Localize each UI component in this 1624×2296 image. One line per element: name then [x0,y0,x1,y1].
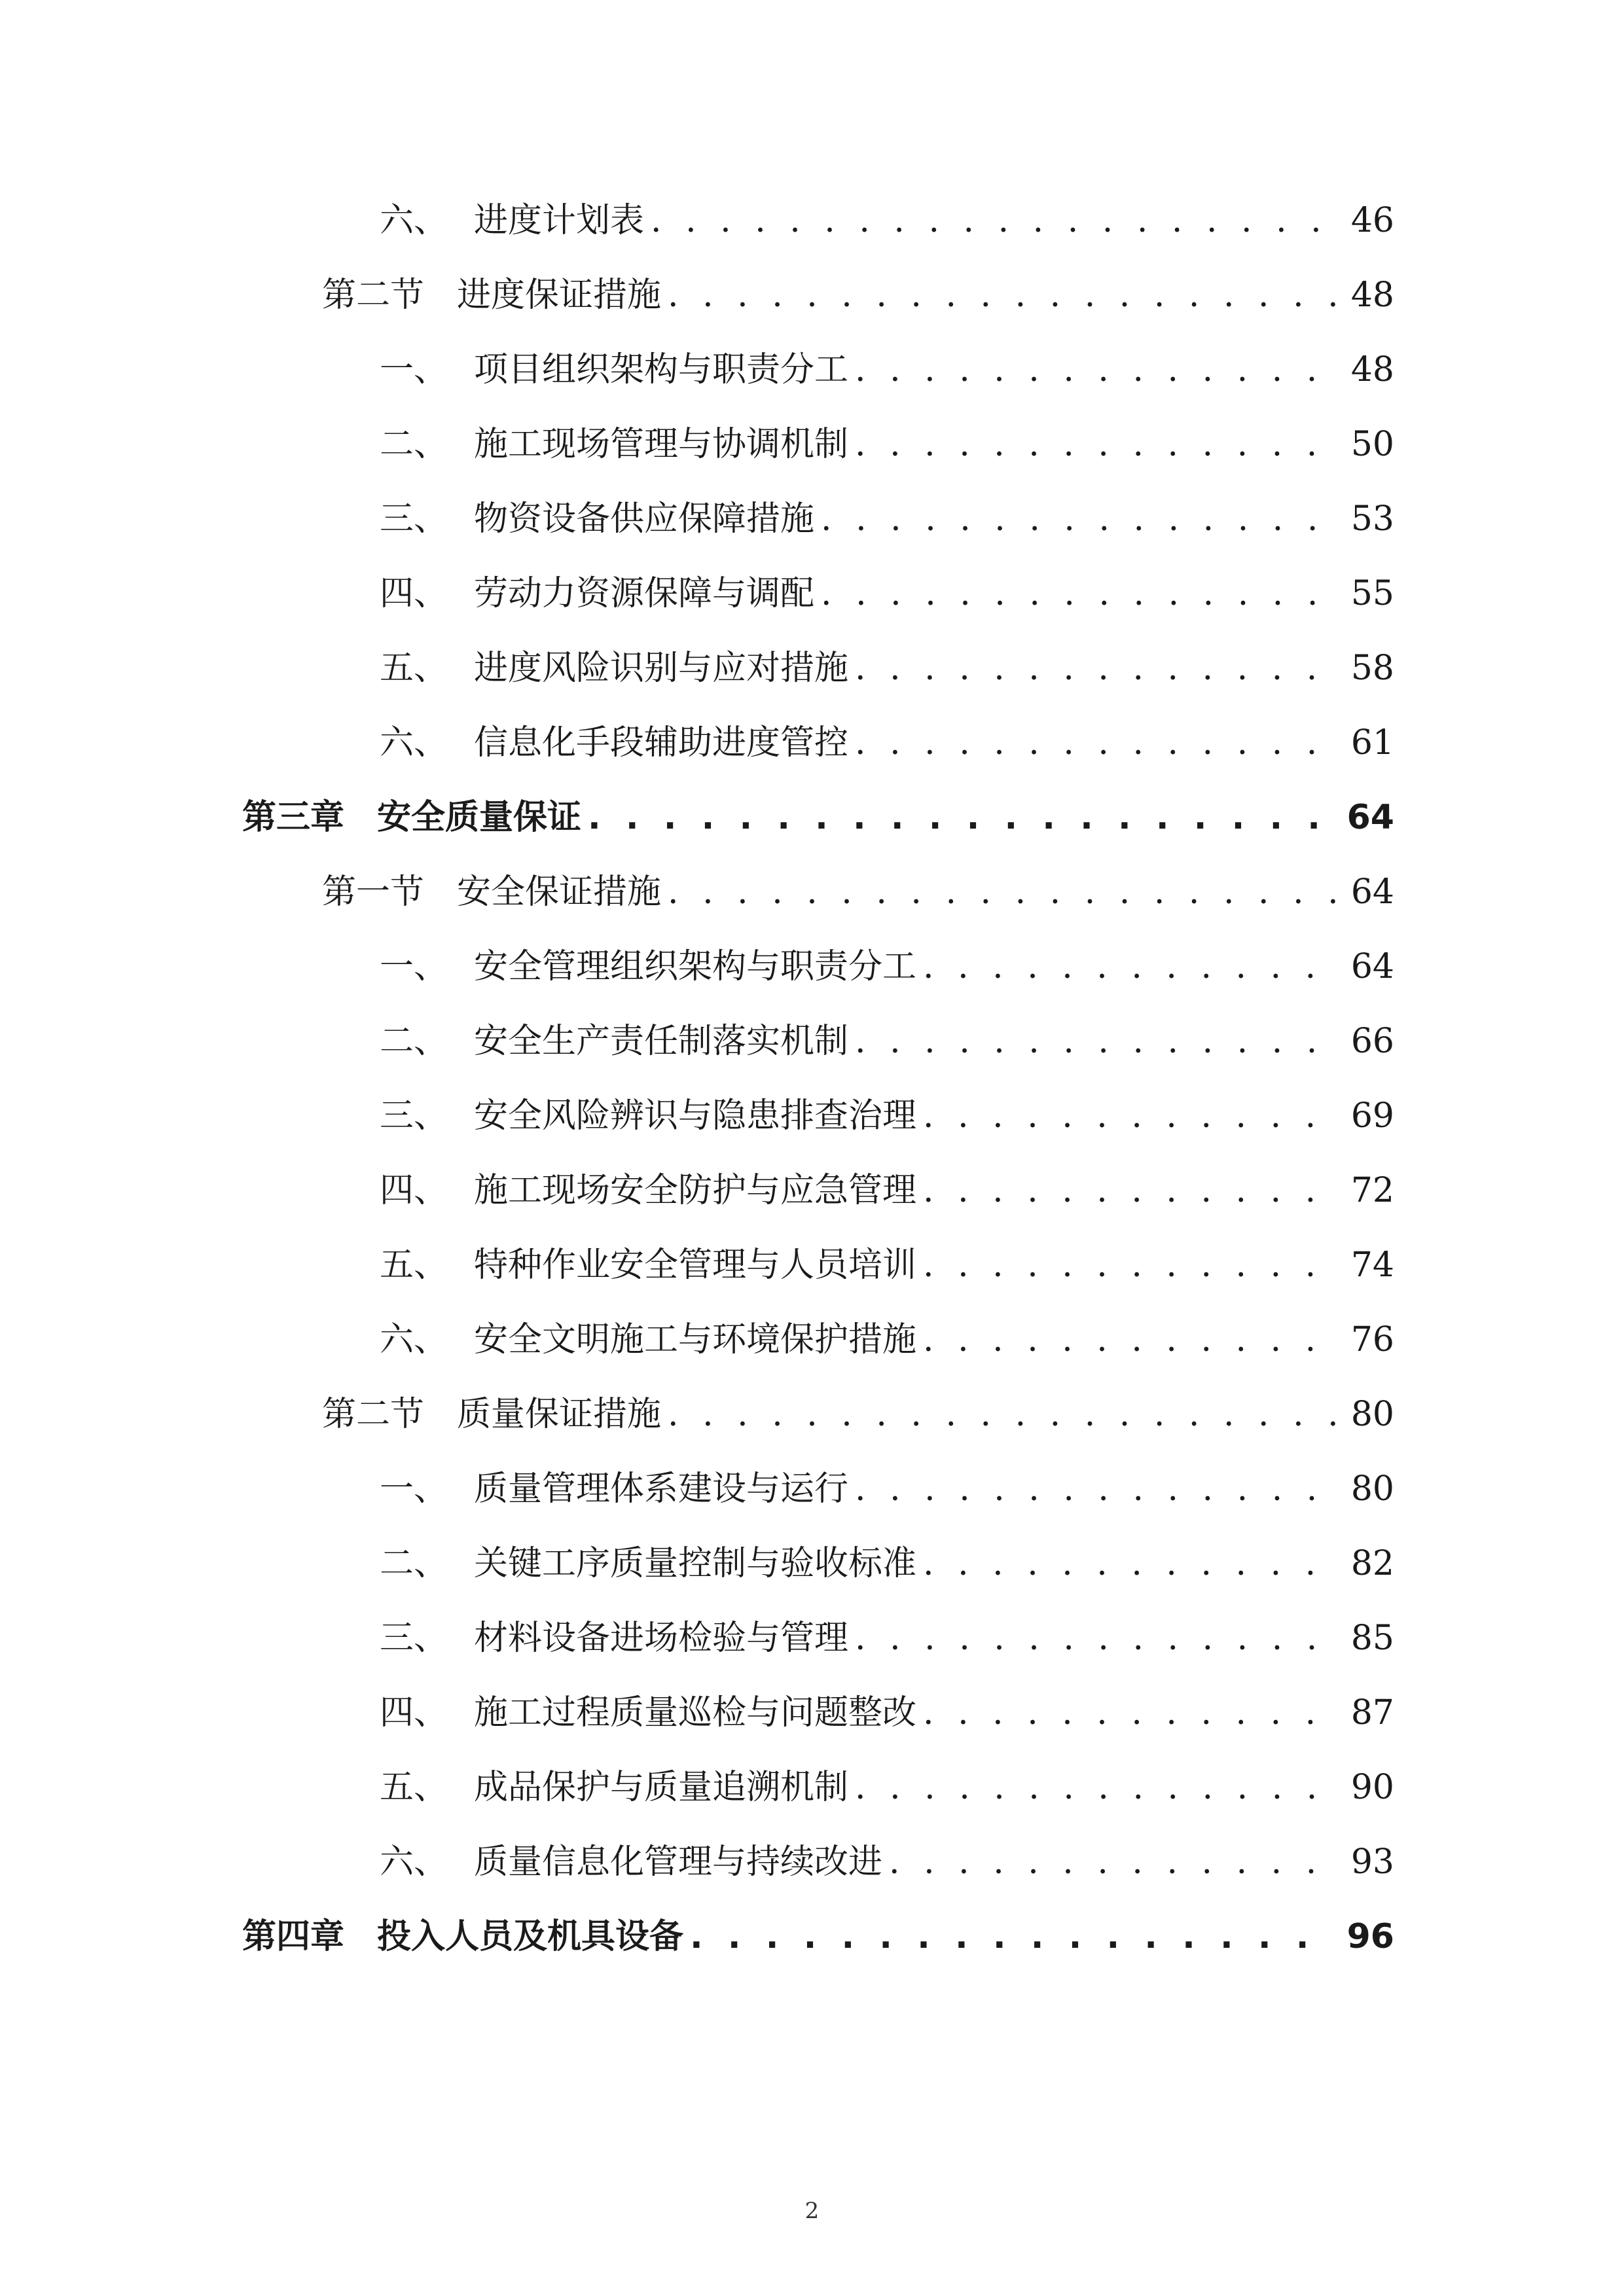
toc-entry-number: 第一节 [322,872,425,912]
toc-entry-title: 施工现场安全防护与应急管理 [474,1171,917,1210]
toc-subsection-entry[interactable] [242,1452,1394,1526]
toc-entry-label [380,1676,916,1750]
toc-entry-number: 第二节 [322,1395,425,1434]
toc-entry-page: 55 [1350,574,1394,613]
toc-dot-leader [821,556,1339,631]
toc-subsection-entry[interactable] [242,407,1394,482]
toc-dot-leader [855,1601,1339,1676]
toc-dot-leader [923,1153,1339,1228]
toc-entry-page: 87 [1350,1693,1394,1732]
toc-dot-leader [889,1825,1339,1899]
toc-entry-number: 六、 [380,201,448,240]
toc-dot-leader [821,482,1339,556]
toc-entry-label [380,631,848,706]
toc-entry-page: 76 [1350,1320,1394,1359]
toc-entry-page: 64 [1346,798,1394,837]
toc-entry-label [380,1004,848,1079]
toc-entry-title: 物资设备供应保障措施 [474,499,815,539]
toc-entry-label [322,258,661,332]
toc-entry-title: 安全生产责任制落实机制 [474,1022,849,1061]
toc-subsection-entry[interactable] [242,929,1394,1004]
toc-entry-title: 信息化手段辅助进度管控 [474,723,849,762]
toc-subsection-entry[interactable] [242,1153,1394,1228]
toc-entry-page: 48 [1350,350,1394,389]
toc-entry-number: 五、 [380,1246,448,1285]
toc-entry-label [380,1452,848,1526]
toc-dot-leader [923,1079,1339,1153]
toc-entry-number: 一、 [380,1469,448,1509]
toc-dot-leader [855,631,1339,706]
toc-dot-leader [668,258,1339,332]
toc-entry-label [242,780,581,855]
toc-entry-page: 82 [1350,1544,1394,1583]
toc-entry-title: 施工现场管理与协调机制 [474,425,849,464]
toc-entry-page: 80 [1350,1395,1394,1434]
toc-subsection-entry[interactable] [242,1004,1394,1079]
toc-entry-label [380,332,848,407]
toc-dot-leader [588,780,1335,855]
toc-entry-number: 二、 [380,425,448,464]
toc-entry-label [380,1825,882,1899]
toc-entry-title: 投入人员及机具设备 [377,1917,684,1956]
toc-subsection-entry[interactable] [242,1526,1394,1601]
toc-dot-leader [923,929,1339,1004]
toc-entry-label [380,1302,916,1377]
toc-entry-title: 质量管理体系建设与运行 [474,1469,849,1509]
toc-entry-page: 90 [1350,1768,1394,1807]
page-number: 2 [804,2198,820,2224]
toc-dot-leader [855,1004,1339,1079]
toc-entry-title: 关键工序质量控制与验收标准 [474,1544,917,1583]
toc-entry-number: 六、 [380,1320,448,1359]
toc-entry-page: 69 [1350,1096,1394,1136]
toc-entry-page: 74 [1350,1246,1394,1285]
toc-subsection-entry[interactable] [242,1825,1394,1899]
toc-entry-page: 61 [1350,723,1394,762]
toc-entry-title: 安全质量保证 [377,798,582,837]
toc-entry-title: 质量信息化管理与持续改进 [474,1842,883,1882]
toc-entry-title: 安全管理组织架构与职责分工 [474,947,917,986]
toc-entry-label [380,1079,916,1153]
toc-entry-label [380,1228,916,1302]
toc-subsection-entry[interactable] [242,706,1394,780]
toc-entry-title: 安全文明施工与环境保护措施 [474,1320,917,1359]
toc-dot-leader [668,1377,1339,1452]
toc-subsection-entry[interactable] [242,482,1394,556]
toc-dot-leader [923,1302,1339,1377]
toc-entry-title: 材料设备进场检验与管理 [474,1619,849,1658]
toc-dot-leader [855,1750,1339,1825]
toc-entry-title: 进度保证措施 [457,276,662,315]
toc-subsection-entry[interactable] [242,1302,1394,1377]
toc-entry-title: 进度计划表 [474,201,645,240]
toc-entry-label [380,407,848,482]
toc-entry-page: 66 [1350,1022,1394,1061]
toc-entry-number: 五、 [380,1768,448,1807]
toc-entry-page: 48 [1350,276,1394,315]
toc-entry-number: 一、 [380,947,448,986]
toc-subsection-entry[interactable] [242,1079,1394,1153]
toc-entry-label [380,706,848,780]
toc-entry-label [380,183,644,258]
toc-entry-label [380,556,814,631]
toc-entry-page: 93 [1350,1842,1394,1882]
toc-entry-page: 96 [1346,1917,1394,1956]
toc-entry-number: 四、 [380,1171,448,1210]
toc-entry-title: 成品保护与质量追溯机制 [474,1768,849,1807]
toc-entry-page: 53 [1350,499,1394,539]
toc-subsection-entry[interactable] [242,631,1394,706]
toc-chapter-entry[interactable] [242,780,1394,855]
toc-subsection-entry[interactable] [242,1601,1394,1676]
toc-subsection-entry[interactable] [242,332,1394,407]
toc-entry-title: 进度风险识别与应对措施 [474,649,849,688]
toc-dot-leader [690,1899,1335,1974]
toc-subsection-entry[interactable] [242,1228,1394,1302]
toc-entry-title: 项目组织架构与职责分工 [474,350,849,389]
toc-entry-number: 第四章 [242,1917,345,1956]
toc-entry-label [380,1601,848,1676]
toc-dot-leader [855,407,1339,482]
toc-dot-leader [923,1228,1339,1302]
toc-entry-label [380,1526,916,1601]
toc-entry-title: 安全风险辨识与隐患排查治理 [474,1096,917,1136]
toc-dot-leader [923,1526,1339,1601]
toc-entry-number: 五、 [380,649,448,688]
toc-dot-leader [923,1676,1339,1750]
toc-entry-number: 三、 [380,1619,448,1658]
toc-entry-title: 劳动力资源保障与调配 [474,574,815,613]
toc-entry-page: 72 [1350,1171,1394,1210]
toc-entry-number: 二、 [380,1022,448,1061]
toc-entry-title: 施工过程质量巡检与问题整改 [474,1693,917,1732]
toc-entry-number: 一、 [380,350,448,389]
toc-entry-label [242,1899,683,1974]
toc-entry-number: 四、 [380,574,448,613]
toc-entry-label [380,1750,848,1825]
table-of-contents [242,183,1394,1974]
toc-entry-label [380,929,916,1004]
toc-entry-page: 64 [1350,872,1394,912]
toc-entry-title: 安全保证措施 [457,872,662,912]
toc-dot-leader [651,183,1339,258]
toc-section-entry[interactable] [242,1377,1394,1452]
toc-dot-leader [855,1452,1339,1526]
toc-subsection-entry[interactable] [242,183,1394,258]
toc-section-entry[interactable] [242,855,1394,929]
toc-entry-title: 质量保证措施 [457,1395,662,1434]
toc-entry-label [322,1377,661,1452]
toc-entry-number: 六、 [380,1842,448,1882]
toc-entry-page: 50 [1350,425,1394,464]
toc-chapter-entry[interactable] [242,1899,1394,1974]
toc-entry-page: 58 [1350,649,1394,688]
toc-dot-leader [855,706,1339,780]
toc-entry-number: 第三章 [242,798,345,837]
toc-section-entry[interactable] [242,258,1394,332]
toc-entry-page: 46 [1350,201,1394,240]
toc-entry-label [322,855,661,929]
toc-subsection-entry[interactable] [242,1750,1394,1825]
toc-entry-number: 第二节 [322,276,425,315]
toc-entry-page: 64 [1350,947,1394,986]
toc-entry-number: 二、 [380,1544,448,1583]
toc-entry-number: 六、 [380,723,448,762]
toc-entry-number: 四、 [380,1693,448,1732]
toc-entry-page: 85 [1350,1619,1394,1658]
toc-subsection-entry[interactable] [242,1676,1394,1750]
toc-entry-label [380,1153,916,1228]
toc-entry-number: 三、 [380,499,448,539]
toc-dot-leader [668,855,1339,929]
toc-subsection-entry[interactable] [242,556,1394,631]
toc-entry-title: 特种作业安全管理与人员培训 [474,1246,917,1285]
toc-dot-leader [855,332,1339,407]
toc-entry-number: 三、 [380,1096,448,1136]
toc-entry-page: 80 [1350,1469,1394,1509]
toc-entry-label [380,482,814,556]
